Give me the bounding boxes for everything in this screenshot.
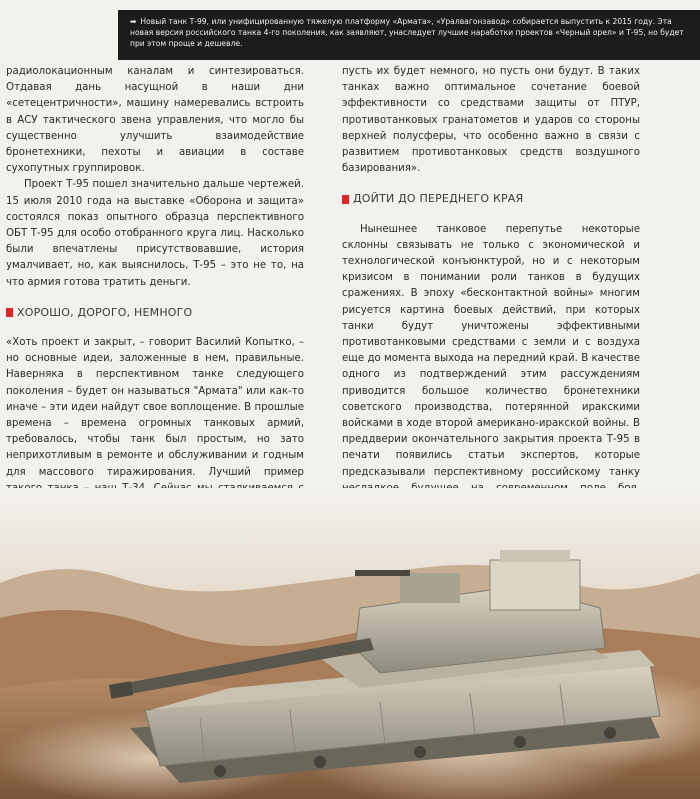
- tank-photo: [0, 488, 700, 799]
- red-square-marker: [6, 308, 13, 317]
- arrow-icon: ➡: [130, 17, 137, 26]
- left-paragraph-3: «Хоть проект и закрыт, – говорит Василий Копытко, – но основные идеи, заложенные в нем, правильные. Наверняка в перспективном танке следующего поколения – будет он называться "Армата" или как-то иначе – эти идеи найдут свое воплощение. В прошлые времена – времена огромных танковых армий, требовалось, чтобы танк был простым, но зато неприхотливым в ремонте и обслуживании и годным для массового тиражирования. Лучший пример: [6, 337, 304, 478]
- left-paragraph-1: радиолокационным каналам и синтезироваться. Отдавая дань насущной в наши дни «сетецентричности», машину намеревались встроить в АСУ тактического звена управления, что могло бы существенно улучшить взаимодействие бронетехники, пехоты и авиации в составе сухопутных группировок.: [6, 66, 304, 175]
- red-square-marker: [342, 195, 349, 204]
- right-paragraph-2: Нынешнее танковое перепутье некоторые склонны связывать не только с экономической и технологической конъюнктурой, но и с некоторым кризисом в понимании роли танков в будущих сражениях. В эпоху «бесконтактной войны» многим рисуется картина боевых действий, при которых танки будут уничтожены эффективными противотанковыми средствами с земли и с воздуха еще до момента выхода на передний край. В качестве одного из подтверждений этим рассуждениям приводится большое количество бронетехники советского производства, потерянной иракскими войсками в ходе второй американо-иракской войны. В преддверии окончательного закрытия проекта Т-95 в печати появились статьи экспертов, которые предсказывали перспективному российскому танку: [342, 223, 640, 478]
- left-column: [6, 64, 304, 546]
- section-heading-2: [342, 191, 640, 207]
- section-heading-1: [6, 305, 304, 321]
- photo-caption: [118, 10, 700, 60]
- left-paragraph-2: Проект Т-95 пошел значительно дальше чертежей. 15 июля 2010 года на выставке «Оборона и защита» состоялся показ опытного образца перспективного ОБТ Т-95 для особо отобранного круга лиц. Насколько были впечатлены присутствовавшие, история умалчивает, но, как выяснилось, Т-95 – это не то, на что армия готова тратить деньги.: [6, 179, 304, 288]
- section-heading-2-text: ДОЙТИ ДО ПЕРЕДНЕГО КРАЯ: [353, 192, 524, 206]
- caption-text: Новый танк Т-99, или унифицированную тяжелую платформу «Армата», «Уралвагонзавод» собирается выпустить к 2015 году. Эта новая версия российского танка 4-го поколения, как заявляют, унаследует лучшие наработки проектов «Черный орел» и Т-95, но будет при этом проще и дешевле.: [130, 17, 684, 49]
- section-heading-1-text: ХОРОШО, ДОРОГО, НЕМНОГО: [17, 305, 193, 319]
- right-paragraph-1: пусть их будет немного, но пусть они будут. В таких танках важно оптимальное сочетание боевой эффективности со средствами защиты от ПТУР, противотанковых гранатометов и ударов со стороны верхней полусферы, что особенно важно в связи с развитием противотанковых средств воздушного базирования».: [342, 66, 640, 175]
